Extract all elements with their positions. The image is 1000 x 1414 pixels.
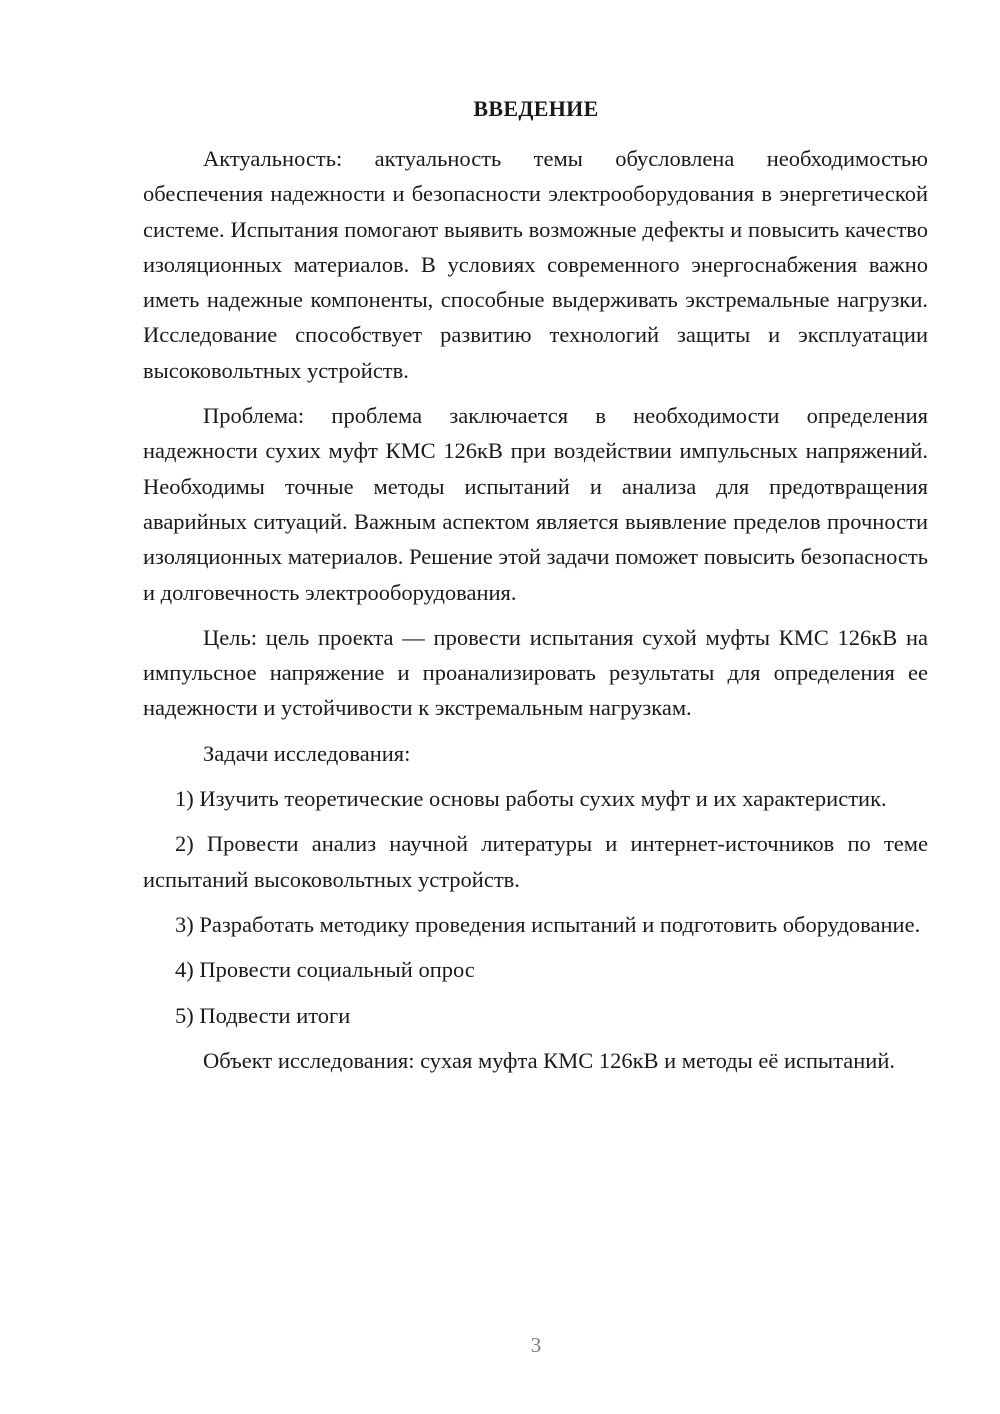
body-text — [143, 141, 928, 1078]
tasks-title: Задачи исследования: — [203, 740, 411, 766]
task-item-1: 1) Изучить теоретические основы работы сухих муфт и их характеристик. — [175, 786, 887, 812]
task-item-5: 5) Подвести итоги — [175, 1002, 351, 1028]
paragraph-relevance: Актуальность: актуальность темы обусловлена необходимостью обеспечения надежности и безопасности электрооборудования в энергетической системе. Испытания помогают выявить возможные дефекты и повысить качество изоляционных материалов. В условиях современного энергоснабжения важно иметь надежные компоненты, способные выдерживать экстремальные нагрузки. Исследование способствует развитию технологий защиты и эксплуатации высоковольтных устройств. — [143, 146, 928, 383]
paragraph-problem: Проблема: проблема заключается в необходимости определения надежности сухих муфт КМС 126кВ при воздействии импульсных напряжений. Необходимы точные методы испытаний и анализа для предотвращения аварийных ситуаций. Важным аспектом является выявление пределов прочности изоляционных материалов. Решение этой задачи поможет повысить безопасность и долговечность электрооборудования. — [143, 403, 928, 605]
page-heading: ВВЕДЕНИЕ — [473, 96, 599, 121]
page-number: 3 — [530, 1333, 542, 1357]
task-item-3: 3) Разработать методику проведения испытаний и подготовить оборудование. — [175, 911, 921, 937]
task-item-4: 4) Провести социальный опрос — [175, 957, 475, 983]
paragraph-object: Объект исследования: сухая муфта КМС 126кВ и методы её испытаний. — [203, 1047, 895, 1073]
paragraph-goal: Цель: цель проекта — провести испытания сухой муфты КМС 126кВ на импульсное напряжение и проанализировать результаты для определения ее надежности и устойчивости к экстремальным нагрузкам. — [143, 624, 928, 721]
task-item-2: 2) Провести анализ научной литературы и интернет-источников по теме испытаний высоковольтных устройств. — [143, 831, 928, 892]
